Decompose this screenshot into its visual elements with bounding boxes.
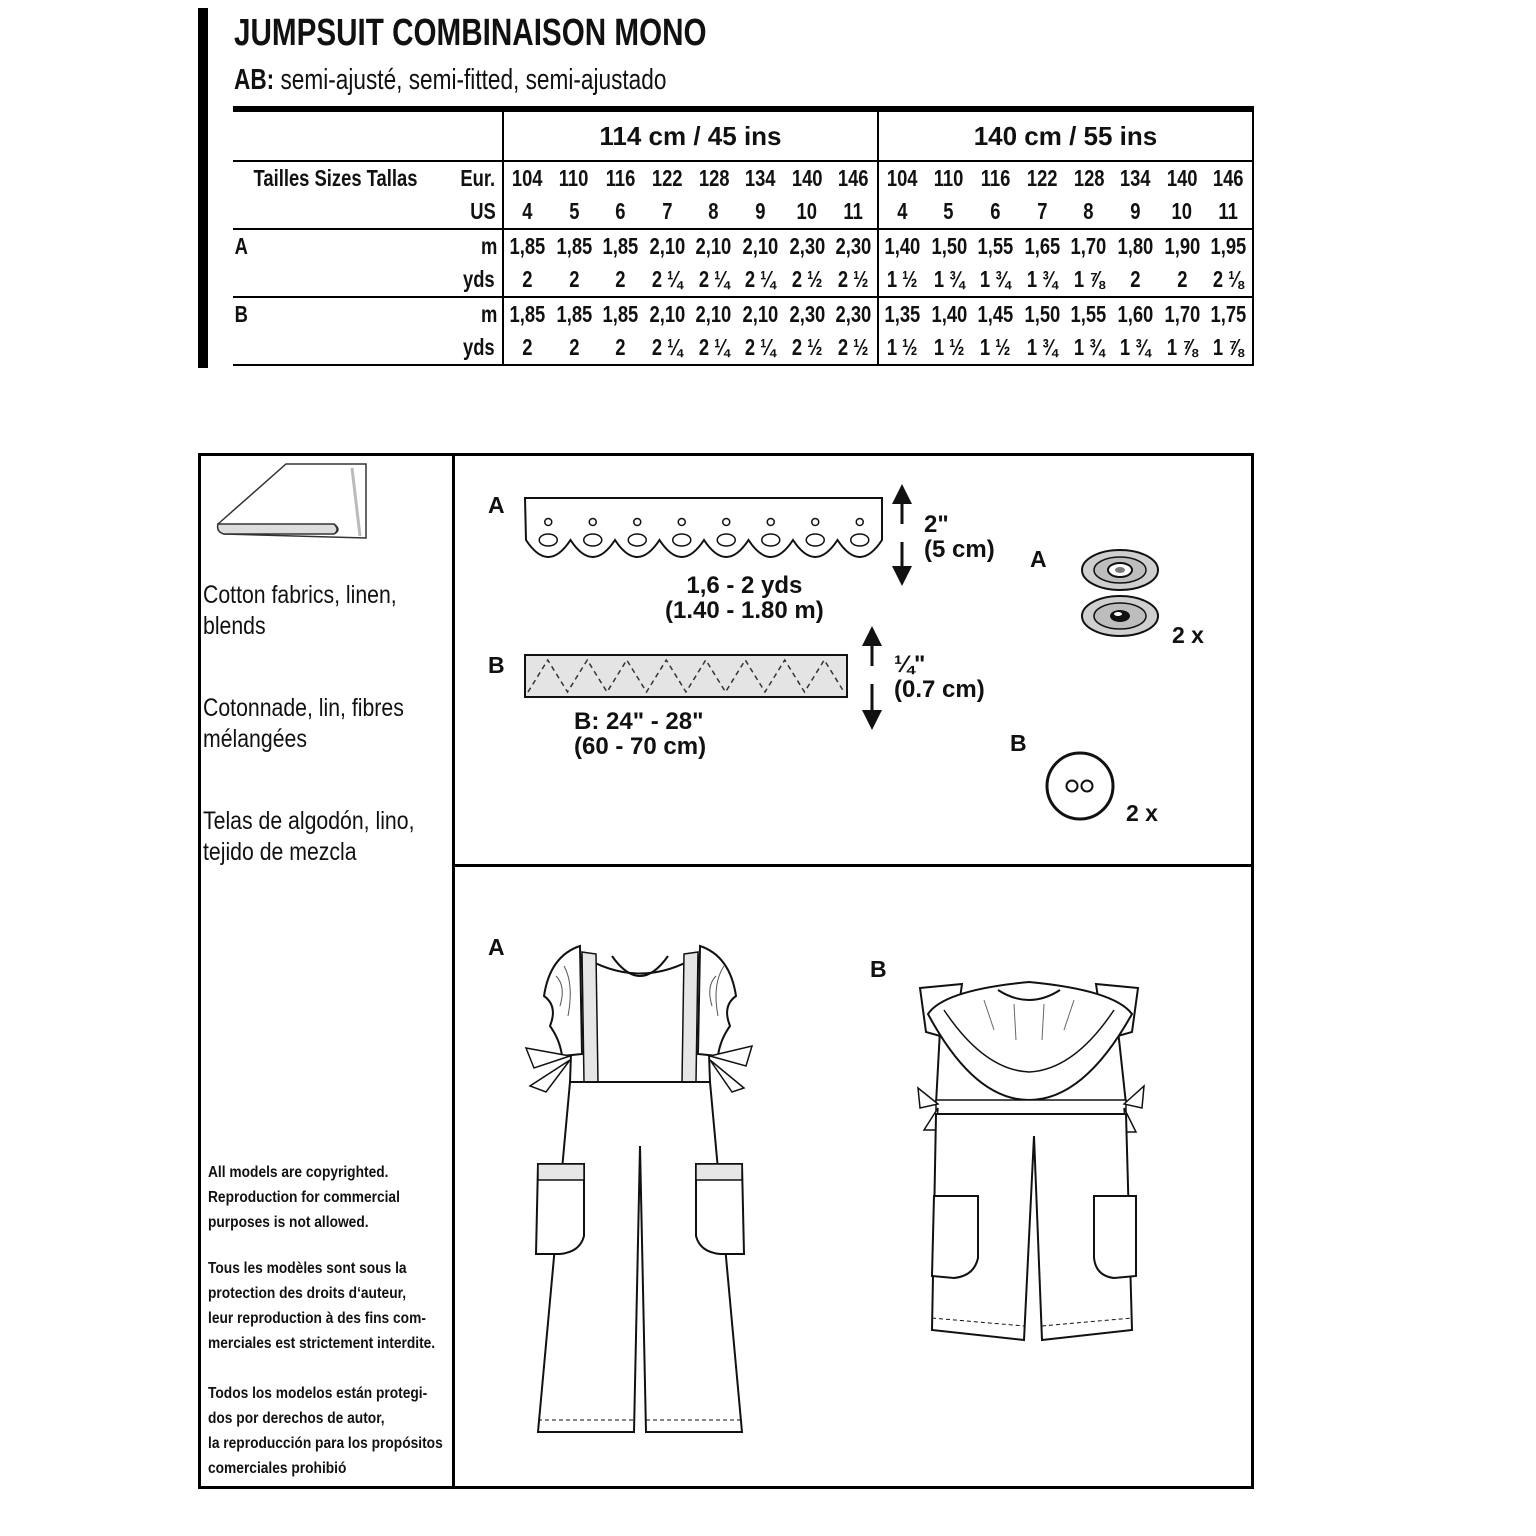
jumpsuit-view-a-illustration [520, 936, 760, 1456]
eur-label: Eur. [453, 161, 503, 195]
header-accent-bar [198, 8, 208, 368]
trim-a-width: 2" (5 cm) [924, 511, 995, 563]
fit-description: semi-ajusté, semi-fitted, semi-ajustado [280, 64, 667, 96]
yardage-cell: 2 ¼ [737, 263, 784, 297]
yardage-cell: 1,75 [1205, 297, 1253, 331]
yardage-cell: 1,60 [1117, 301, 1154, 327]
yardage-cell: 6 [597, 195, 644, 229]
yardage-cell: 134 [745, 165, 776, 191]
yardage-cell: 140 [791, 165, 823, 191]
snaps-quantity: 2 x [1172, 622, 1204, 648]
yardage-cell: 1,50 [1024, 301, 1061, 327]
yardage-cell: 5 [551, 195, 598, 229]
fabric-width-114: 114 cm / 45 ins [503, 109, 878, 161]
us-label: US [453, 195, 503, 229]
fabric-width-140: 140 cm / 55 ins [878, 109, 1253, 161]
size-label: Tailles Sizes Tallas [253, 165, 418, 191]
yardage-cell: 2,10 [742, 301, 779, 327]
yardage-cell: 2 ½ [784, 263, 831, 297]
yardage-cell: 2 ¼ [644, 331, 691, 365]
fabric-width-row [233, 109, 1253, 161]
trim-a-length: 1,6 - 2 yds (1.40 - 1.80 m) [665, 572, 824, 624]
trim-width-arrow-icon [890, 484, 914, 586]
yardage-cell: 2,10 [649, 301, 686, 327]
yardage-cell: 1 ½ [878, 263, 926, 297]
yardage-cell: 110 [559, 165, 589, 191]
yardage-cell: 2 ¼ [690, 331, 737, 365]
yardage-cell: 116 [980, 165, 1011, 191]
fabric-suggestion-en: Cotton fabrics, linen, blends [203, 581, 397, 640]
yardage-cell: 122 [651, 165, 683, 191]
trim-b-width: ¼" (0.7 cm) [894, 651, 985, 703]
copyright-en: All models are copyrighted. Reproduction for commercial purposes is not allowed. [208, 1164, 400, 1231]
yardage-cell: 2,10 [649, 233, 686, 259]
yardage-cell: 2,30 [830, 297, 878, 331]
view-b-illustration-label: B [870, 956, 887, 982]
yardage-cell: 1,70 [1164, 301, 1200, 327]
yardage-cell: 2,10 [695, 233, 732, 259]
yardage-cell: 1 ¾ [1019, 263, 1066, 297]
yardage-cell: 5 [926, 195, 973, 229]
yardage-cell: 8 [690, 195, 737, 229]
yardage-cell: 2 ¼ [737, 331, 784, 365]
yardage-cell: 2 ¼ [690, 263, 737, 297]
yardage-cell: 1,55 [977, 233, 1014, 259]
yardage-cell: 1 ¾ [926, 263, 973, 297]
yardage-cell: 1,85 [556, 233, 592, 259]
yards-unit: yds [453, 331, 503, 365]
yardage-cell: 2 [597, 331, 644, 365]
notion-b-label: B [488, 652, 505, 678]
yardage-cell: 1 ⅞ [1159, 331, 1206, 365]
yardage-cell: 2,30 [789, 233, 825, 259]
pattern-fit [234, 64, 666, 97]
yardage-cell: 9 [737, 195, 784, 229]
yardage-cell: 2 ½ [784, 331, 831, 365]
yardage-cell: 1,85 [602, 233, 639, 259]
eur-size-row [233, 161, 1253, 195]
button-quantity: 2 x [1126, 800, 1158, 826]
yardage-cell: 2 [551, 263, 598, 297]
snaps-view-label: A [1030, 546, 1047, 572]
yardage-cell: 146 [830, 161, 878, 195]
yardage-cell: 2 [597, 263, 644, 297]
yardage-cell: 146 [1205, 161, 1253, 195]
yardage-cell: 1 ¾ [1065, 331, 1112, 365]
yardage-cell: 1,70 [1070, 233, 1107, 259]
yardage-cell: 1 ½ [972, 331, 1019, 365]
yards-unit: yds [453, 263, 503, 297]
fabric-suggestion-fr: Cotonnade, lin, fibres mélangées [203, 694, 404, 753]
trim-b-length: B: 24" - 28" (60 - 70 cm) [574, 708, 707, 760]
yardage-cell: 11 [830, 195, 878, 229]
button-icon [1044, 750, 1116, 822]
view-a-yards-row [233, 263, 1253, 297]
yardage-cell: 1,85 [509, 301, 546, 327]
notion-a-label: A [488, 492, 505, 518]
yardage-cell: 1,85 [602, 301, 639, 327]
snap-fastener-icon [1080, 548, 1162, 640]
yardage-cell: 1,65 [1024, 233, 1061, 259]
view-a-illustration-label: A [488, 934, 505, 960]
yardage-cell: 104 [886, 165, 918, 191]
yardage-cell: 2 [1159, 263, 1206, 297]
yardage-cell: 1 ⅞ [1065, 263, 1112, 297]
yardage-cell: 10 [1159, 195, 1206, 229]
yardage-cell: 2 [503, 263, 551, 297]
yardage-cell: 2 ⅛ [1205, 263, 1253, 297]
yardage-table [233, 106, 1254, 366]
yardage-cell: 1,95 [1205, 229, 1253, 263]
yardage-cell: 1,40 [930, 301, 967, 327]
yardage-cell: 1 ¾ [1112, 331, 1159, 365]
fabric-bolt-icon [214, 458, 374, 543]
yardage-cell: 104 [511, 165, 543, 191]
yardage-cell: 2,10 [695, 301, 732, 327]
metres-unit: m [453, 229, 503, 263]
piping-width-arrow-icon [860, 626, 884, 730]
views-label: AB: [234, 64, 275, 96]
yardage-cell: 2,30 [830, 229, 878, 263]
yardage-cell: 1,50 [930, 233, 967, 259]
yardage-cell: 2,10 [742, 233, 779, 259]
yardage-cell: 6 [972, 195, 1019, 229]
fabric-suggestion-es: Telas de algodón, lino, tejido de mezcla [203, 807, 415, 866]
yardage-cell: 2 ½ [830, 331, 878, 365]
view-a-label: A [234, 233, 248, 259]
yardage-cell: 9 [1112, 195, 1159, 229]
copyright-fr: Tous les modèles sont sous la protection des droits d‘auteur, leur reproduction à des fins com- merciales est strictement interdite. [208, 1260, 436, 1352]
yardage-cell: 1 ¾ [1019, 331, 1066, 365]
yardage-cell: 2 ½ [830, 263, 878, 297]
yardage-cell: 4 [503, 195, 551, 229]
yardage-cell: 110 [934, 165, 964, 191]
yardage-cell: 2 [551, 331, 598, 365]
yardage-cell: 1,80 [1117, 233, 1154, 259]
button-view-label: B [1010, 730, 1027, 756]
yardage-cell: 2,30 [789, 301, 825, 327]
yardage-cell: 140 [1166, 165, 1198, 191]
yardage-cell: 2 ¼ [644, 263, 691, 297]
yardage-cell: 1 ½ [878, 331, 926, 365]
yardage-cell: 122 [1026, 165, 1058, 191]
yardage-cell: 1 ½ [926, 331, 973, 365]
us-size-row [233, 195, 1253, 229]
view-b-yards-row [233, 331, 1253, 365]
yardage-cell: 2 [503, 331, 551, 365]
yardage-cell: 134 [1119, 165, 1151, 191]
yardage-cell: 1,35 [884, 301, 921, 327]
yardage-cell: 116 [605, 165, 636, 191]
frame-vertical-divider [452, 453, 455, 1486]
yardage-cell: 2 [1112, 263, 1159, 297]
view-b-metres-row [233, 297, 1253, 331]
view-a-metres-row [233, 229, 1253, 263]
copyright-es: Todos los modelos están protegi- dos por derechos de autor, la reproducción para los propósitos comerciales prohibió [208, 1385, 443, 1477]
yardage-cell: 1 ⅞ [1205, 331, 1253, 365]
yardage-cell: 1,45 [977, 301, 1014, 327]
yardage-cell: 11 [1205, 195, 1253, 229]
eyelet-lace-trim-icon [524, 496, 886, 562]
pattern-title: JUMPSUIT COMBINAISON MONO [234, 12, 707, 54]
yardage-cell: 1 ¾ [972, 263, 1019, 297]
metres-unit: m [453, 297, 503, 331]
yardage-cell: 10 [784, 195, 831, 229]
view-b-label: B [234, 301, 248, 327]
yardage-cell: 1,55 [1070, 301, 1107, 327]
yardage-cell: 128 [1073, 165, 1105, 191]
yardage-cell: 4 [878, 195, 926, 229]
yardage-cell: 1,90 [1164, 233, 1200, 259]
piping-trim-icon [524, 654, 848, 698]
yardage-cell: 8 [1065, 195, 1112, 229]
yardage-cell: 1,40 [884, 233, 921, 259]
jumpsuit-view-b-illustration [914, 970, 1146, 1350]
frame-horizontal-divider [452, 864, 1251, 867]
yardage-cell: 1,85 [509, 233, 546, 259]
yardage-cell: 7 [1019, 195, 1066, 229]
yardage-cell: 7 [644, 195, 691, 229]
yardage-cell: 128 [698, 165, 730, 191]
yardage-cell: 1,85 [556, 301, 592, 327]
